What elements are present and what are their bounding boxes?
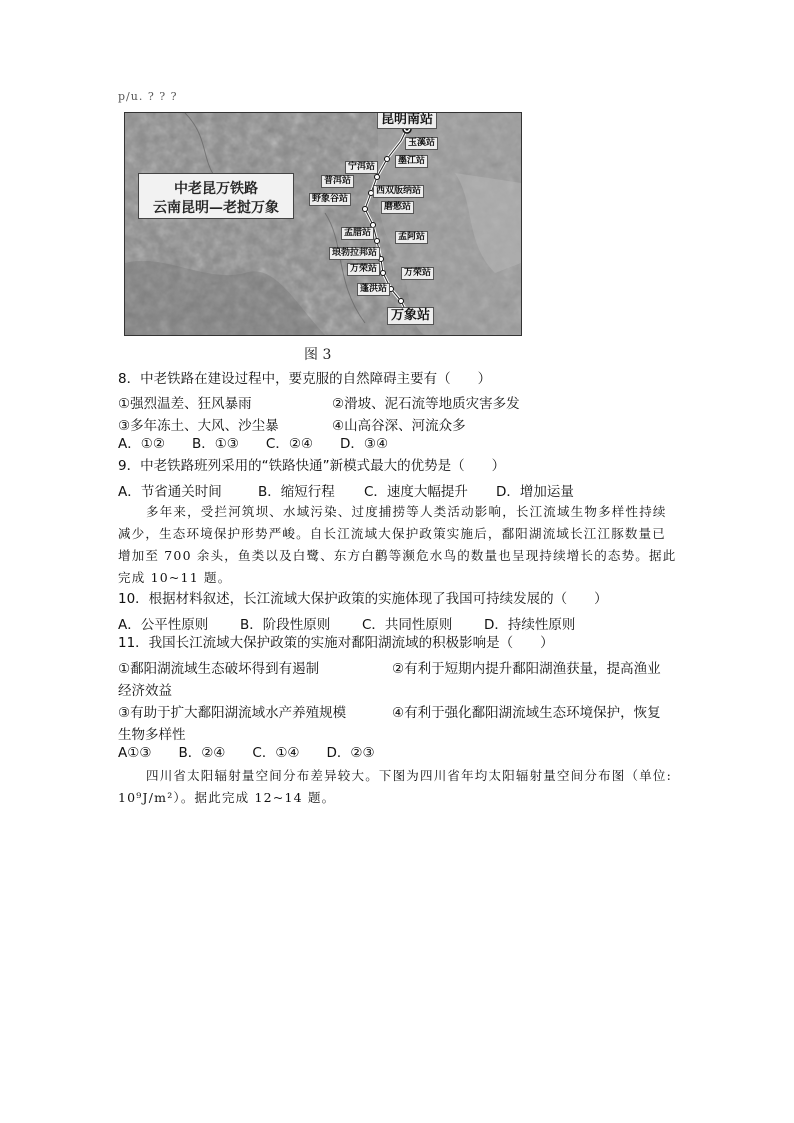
station-mengya: 孟阿站 bbox=[395, 231, 428, 244]
station-ninger: 宁洱站 bbox=[345, 161, 378, 174]
station-wanrong: 万荣站 bbox=[401, 267, 434, 280]
station-mohan: 磨憨站 bbox=[381, 201, 414, 214]
question-9-option-d: D．增加运量 bbox=[496, 484, 574, 500]
station-puer: 普洱站 bbox=[321, 175, 354, 188]
question-10-option-a: A．公平性原则 bbox=[118, 617, 209, 633]
question-10-option-d: D．持续性原则 bbox=[484, 617, 576, 633]
railway-map bbox=[124, 112, 522, 336]
station-yegugu: 野象谷站 bbox=[309, 193, 351, 206]
passage-1-line-3: 增加至 700 余头，鱼类以及白鹭、东方白鹳等濒危水鸟的数量也呈现持续增长的态势。据此 bbox=[118, 548, 677, 563]
station-vientiane: 万象站 bbox=[387, 307, 434, 325]
question-9-option-b: B．缩短行程 bbox=[258, 484, 335, 500]
passage-1-line-2: 减少，生态环境保护形势严峻。自长江流域大保护政策实施后，鄱阳湖流域长江江豚数量已 bbox=[118, 526, 667, 541]
question-11-choices: A①③ B．②④ C．①④ D．②③ bbox=[118, 745, 375, 761]
question-9-option-c: C．速度大幅提升 bbox=[364, 484, 468, 500]
question-8-choices: A．①② B．①③ C．②④ D．③④ bbox=[118, 436, 389, 452]
passage-1-line-1: 多年来，受拦河筑坝、水域污染、过度捕捞等人类活动影响，长江流域生物多样性持续 bbox=[146, 504, 667, 519]
station-yuxi: 玉溪站 bbox=[405, 137, 438, 150]
station-mengla: 孟腊站 bbox=[341, 227, 374, 240]
question-11-item-4: ④有利于强化鄱阳湖流域生态环境保护，恢复 bbox=[392, 705, 661, 721]
terrain-map-graphic bbox=[125, 113, 521, 335]
station-kunming-south: 昆明南站 bbox=[377, 112, 437, 129]
question-8-item-1: ①强烈温差、狂风暴雨 bbox=[118, 396, 252, 412]
question-11-item-2: ②有利于短期内提升鄱阳湖渔获量，提高渔业 bbox=[392, 661, 661, 677]
station-xishuangbanna: 西双版纳站 bbox=[373, 185, 424, 198]
question-8-stem: 8．中老铁路在建设过程中，要克服的自然障碍主要有（ ） bbox=[118, 371, 492, 387]
station-wangxi: 万荣站 bbox=[347, 263, 380, 276]
question-10-stem: 10．根据材料叙述，长江流域大保护政策的实施体现了我国可持续发展的（ ） bbox=[118, 591, 608, 607]
question-11-item-4-cont: 生物多样性 bbox=[118, 727, 186, 743]
question-11-stem: 11．我国长江流域大保护政策的实施对鄱阳湖流域的积极影响是（ ） bbox=[118, 635, 554, 651]
passage-2-line-1: 四川省太阳辐射量空间分布差异较大。下图为四川省年均太阳辐射量空间分布图（单位: bbox=[146, 768, 673, 783]
question-10-option-b: B．阶段性原则 bbox=[240, 617, 331, 633]
question-11-item-2-cont: 经济效益 bbox=[118, 683, 172, 699]
scrap-text: p/u. ? ? ? bbox=[118, 90, 178, 103]
question-8-item-4: ④山高谷深、河流众多 bbox=[332, 418, 466, 434]
question-10-option-c: C．共同性原则 bbox=[362, 617, 453, 633]
map-title-box bbox=[138, 173, 294, 219]
station-luang-prabang: 琅勃拉邦站 bbox=[329, 247, 380, 260]
question-11-item-3: ③有助于扩大鄱阳湖流域水产养殖规模 bbox=[118, 705, 347, 721]
question-11-item-1: ①鄱阳湖流域生态破坏得到有遏制 bbox=[118, 661, 320, 677]
map-subtitle: 云南昆明—老挝万象 bbox=[153, 200, 279, 216]
figure-caption: 图 3 bbox=[304, 347, 332, 363]
passage-2-line-2: 10⁹J/m²）。据此完成 12~14 题。 bbox=[118, 790, 336, 805]
map-title: 中老昆万铁路 bbox=[174, 181, 258, 197]
railway-map-figure bbox=[118, 90, 522, 362]
question-9-option-a: A．节省通关时间 bbox=[118, 484, 222, 500]
station-pengxian: 蓬洪站 bbox=[357, 283, 390, 296]
question-8-item-2: ②滑坡、泥石流等地质灾害多发 bbox=[332, 396, 520, 412]
question-8-item-3: ③多年冻土、大风、沙尘暴 bbox=[118, 418, 279, 434]
passage-1-line-4: 完成 10~11 题。 bbox=[118, 570, 232, 585]
station-mojiang: 墨江站 bbox=[395, 155, 428, 168]
question-9-stem: 9．中老铁路班列采用的“铁路快通”新模式最大的优势是（ ） bbox=[118, 458, 506, 474]
